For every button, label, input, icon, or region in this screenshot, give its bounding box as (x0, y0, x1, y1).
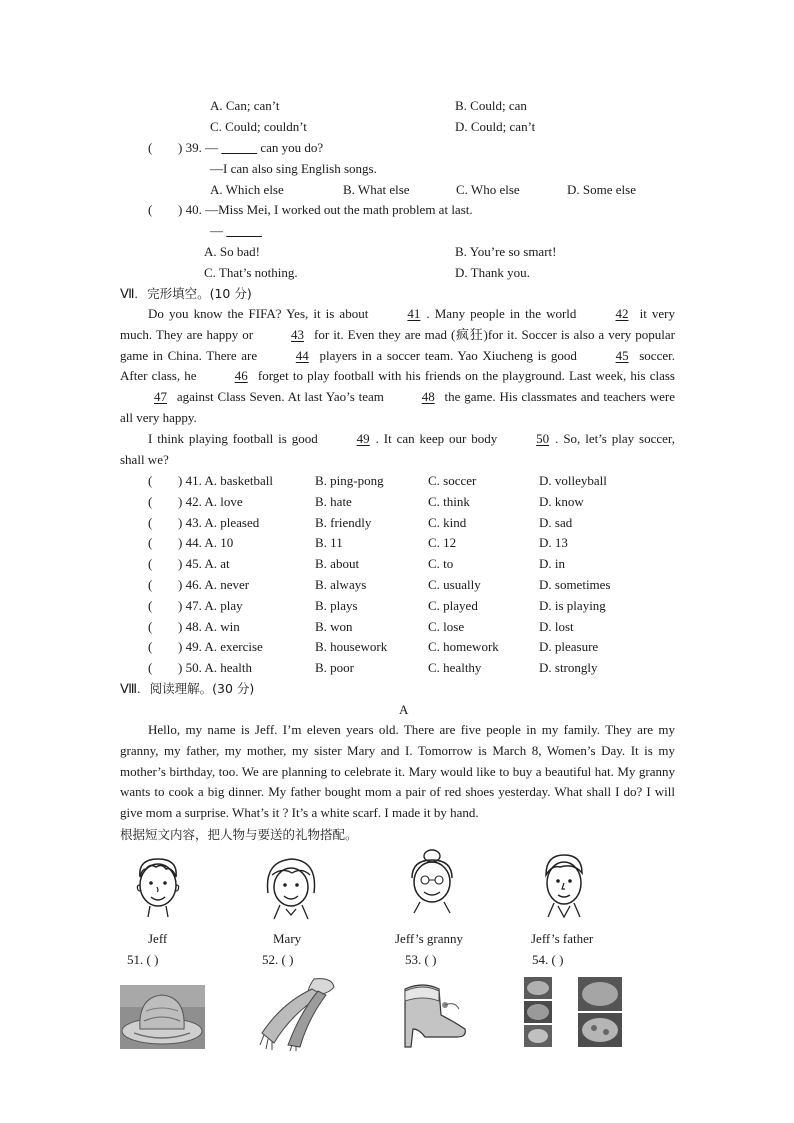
cloze-option-44-c: C. 12 (428, 535, 457, 551)
cloze-option-41-c: C. soccer (428, 473, 477, 488)
answer-paren: ( (148, 535, 153, 551)
q38-option-a: A. Can; can’t (210, 98, 280, 113)
cloze-option-42-num: ) 42. A. love (178, 493, 243, 509)
cloze-blank-50: 50 (536, 430, 550, 446)
cloze-blank-44: 44 (295, 347, 309, 363)
cloze-option-41-d: D. volleyball (539, 473, 607, 488)
cloze-option-45-d: D. in (539, 556, 565, 572)
father-face-drawing (536, 851, 592, 919)
granny-face-drawing (404, 848, 460, 914)
answer-paren: ( (148, 618, 153, 634)
cloze-blank-49: 49 (356, 430, 370, 446)
q39-text: can you do? (260, 140, 324, 155)
q51-answer: 51. ( ) (127, 952, 159, 967)
cloze-text: players in a soccer team. Yao Xiucheng is good (314, 347, 582, 363)
cloze-text: it very much. They are happy or (120, 306, 675, 342)
cloze-option-42-d: D. know (539, 493, 584, 509)
cloze-option-43-d: D. sad (539, 514, 573, 530)
cloze-option-42-b: B. hate (315, 493, 352, 509)
reading-paragraph: Hello, my name is Jeff. I’m eleven years old. There are five people in my family. They are my granny, my father, my mother, my sister Mary and I. Tomorrow is March 8, Women’s Day. It is my mother’s birthday, too. We are planning to celebrate it. Mary would like to buy a beautiful hat. My granny wants to cook a big dinner. My father bought mom a pair of red shoes yesterday. What shall I do? I will give mom a surprise. What’s it ? It’s a white scarf. I made it by hand. (120, 722, 675, 821)
q39-number: ) 39. — (178, 140, 219, 155)
answer-paren: ( (148, 660, 153, 676)
section7-roman: Ⅶ. (120, 286, 138, 301)
cloze-option-47-b: B. plays (315, 597, 358, 613)
cloze-option-41-num: ) 41. A. basketball (178, 473, 273, 488)
cloze-passage (120, 304, 675, 470)
cloze-option-48-c: C. lose (428, 618, 465, 634)
cloze-option-48-d: D. lost (539, 618, 574, 634)
answer-paren: ( (148, 473, 153, 488)
cloze-option-47-d: D. is playing (539, 597, 606, 613)
q39-option-c: C. Who else (456, 182, 520, 197)
section7-title: 完形填空。(10 分) (147, 286, 252, 301)
cloze-blank-41: 41 (407, 306, 421, 321)
q40-blank (226, 223, 262, 238)
q38-option-d: D. Could; can’t (455, 119, 536, 134)
matching-instruction: 根据短文内容，把人物与要送的礼物搭配。 (120, 827, 358, 842)
section8-title: 阅读理解。(30 分) (149, 681, 255, 696)
cloze-blank-42: 42 (615, 306, 629, 321)
section8-heading (120, 681, 254, 697)
q39-reply: —I can also sing English songs. (210, 161, 377, 176)
cloze-option-43-b: B. friendly (315, 514, 372, 530)
answer-paren: ( (148, 493, 153, 509)
reading-passage (120, 720, 675, 824)
cloze-blank-46: 46 (234, 368, 248, 384)
cloze-option-47-c: C. played (428, 597, 478, 613)
q40-option-d: D. Thank you. (455, 265, 530, 280)
q54-answer: 54. ( ) (532, 952, 564, 967)
cloze-option-49-c: C. homework (428, 639, 499, 655)
cloze-text: against Class Seven. At last Yao’s team (173, 389, 388, 405)
cloze-option-43-c: C. kind (428, 514, 467, 530)
cloze-option-46-d: D. sometimes (539, 577, 611, 592)
cloze-option-47-num: ) 47. A. play (178, 597, 243, 613)
q40-number: ) 40. —Miss Mei, I worked out the math problem at last. (178, 202, 473, 217)
cloze-option-50-c: C. healthy (428, 660, 482, 676)
cloze-option-49-b: B. housework (315, 639, 388, 655)
mary-face-drawing (260, 853, 322, 921)
cloze-paragraph-1 (120, 304, 675, 429)
q39-blank (221, 140, 257, 155)
cloze-text: I think playing football is good (148, 430, 323, 446)
cloze-option-45-c: C. to (428, 556, 454, 572)
section7-heading (120, 286, 252, 302)
cloze-option-50-d: D. strongly (539, 660, 598, 676)
answer-paren: ( (148, 140, 153, 155)
cloze-option-41-b: B. ping-pong (315, 473, 384, 488)
person-name-granny: Jeff’s granny (395, 931, 463, 946)
cloze-text: the game. His classmates and teachers were all very happy. (120, 389, 675, 425)
cloze-option-46-c: C. usually (428, 577, 481, 592)
cloze-option-48-b: B. won (315, 618, 353, 634)
cloze-option-49-d: D. pleasure (539, 639, 599, 655)
cloze-option-46-num: ) 46. A. never (178, 577, 250, 592)
cloze-blank-47: 47 (154, 389, 167, 405)
q40-option-a: A. So bad! (204, 244, 260, 259)
hat-picture (120, 985, 205, 1049)
q40-stem (148, 202, 473, 218)
cloze-blank-45: 45 (615, 347, 629, 363)
cloze-option-42-c: C. think (428, 493, 470, 509)
q53-answer: 53. ( ) (405, 952, 437, 967)
cloze-text: . So, let’s play soccer, shall we? (120, 430, 675, 467)
answer-paren: ( (148, 556, 153, 572)
cloze-text: for it. Even they are mad (疯狂)for it. Soccer is also a very popular game in China. There are (120, 326, 676, 363)
q40-dash: — (210, 223, 223, 238)
cloze-option-44-d: D. 13 (539, 535, 568, 551)
cloze-text: Do you know the FIFA? Yes, it is about (148, 306, 374, 321)
answer-paren: ( (148, 597, 153, 613)
cloze-option-45-b: B. about (315, 556, 360, 572)
person-name-jeff: Jeff (148, 931, 168, 946)
shoe-picture (395, 979, 470, 1049)
cloze-blank-43: 43 (291, 326, 305, 342)
person-name-mary: Mary (273, 931, 302, 946)
q39-option-a: A. Which else (210, 182, 284, 197)
cloze-option-45-num: ) 45. A. at (178, 556, 230, 572)
cloze-blank-48: 48 (421, 389, 435, 405)
cloze-option-44-b: B. 11 (315, 535, 343, 551)
cloze-option-48-num: ) 48. A. win (178, 618, 240, 634)
q52-answer: 52. ( ) (262, 952, 294, 967)
q40-option-c: C. That’s nothing. (204, 265, 298, 280)
section8-roman: Ⅷ. (120, 681, 141, 696)
jeff-face-drawing (128, 853, 188, 919)
answer-paren: ( (148, 577, 153, 592)
answer-paren: ( (148, 202, 153, 217)
dinner-picture (522, 975, 624, 1049)
cloze-text: soccer. After class, he (120, 347, 675, 384)
q38-option-b: B. Could; can (455, 98, 527, 113)
cloze-paragraph-2 (120, 429, 675, 471)
q39-stem (148, 140, 323, 156)
cloze-option-49-num: ) 49. A. exercise (178, 639, 263, 655)
q40-reply (210, 223, 262, 239)
cloze-text: . It can keep our body (375, 430, 503, 446)
scarf-picture (252, 973, 338, 1051)
cloze-option-43-num: ) 43. A. pleased (178, 514, 260, 530)
answer-paren: ( (148, 639, 153, 655)
cloze-option-50-num: ) 50. A. health (178, 660, 253, 676)
cloze-text: forget to play football with his friends on the playground. Last week, his class (253, 368, 675, 384)
person-name-father: Jeff’s father (531, 931, 594, 946)
cloze-option-44-num: ) 44. A. 10 (178, 535, 234, 551)
passage-label: A (399, 702, 409, 717)
cloze-option-50-b: B. poor (315, 660, 354, 676)
answer-paren: ( (148, 514, 153, 530)
cloze-option-46-b: B. always (315, 577, 367, 592)
q39-option-d: D. Some else (567, 182, 636, 197)
cloze-text: . Many people in the world (426, 306, 582, 321)
q40-option-b: B. You’re so smart! (455, 244, 557, 259)
q39-option-b: B. What else (343, 182, 410, 197)
q38-option-c: C. Could; couldn’t (210, 119, 307, 134)
